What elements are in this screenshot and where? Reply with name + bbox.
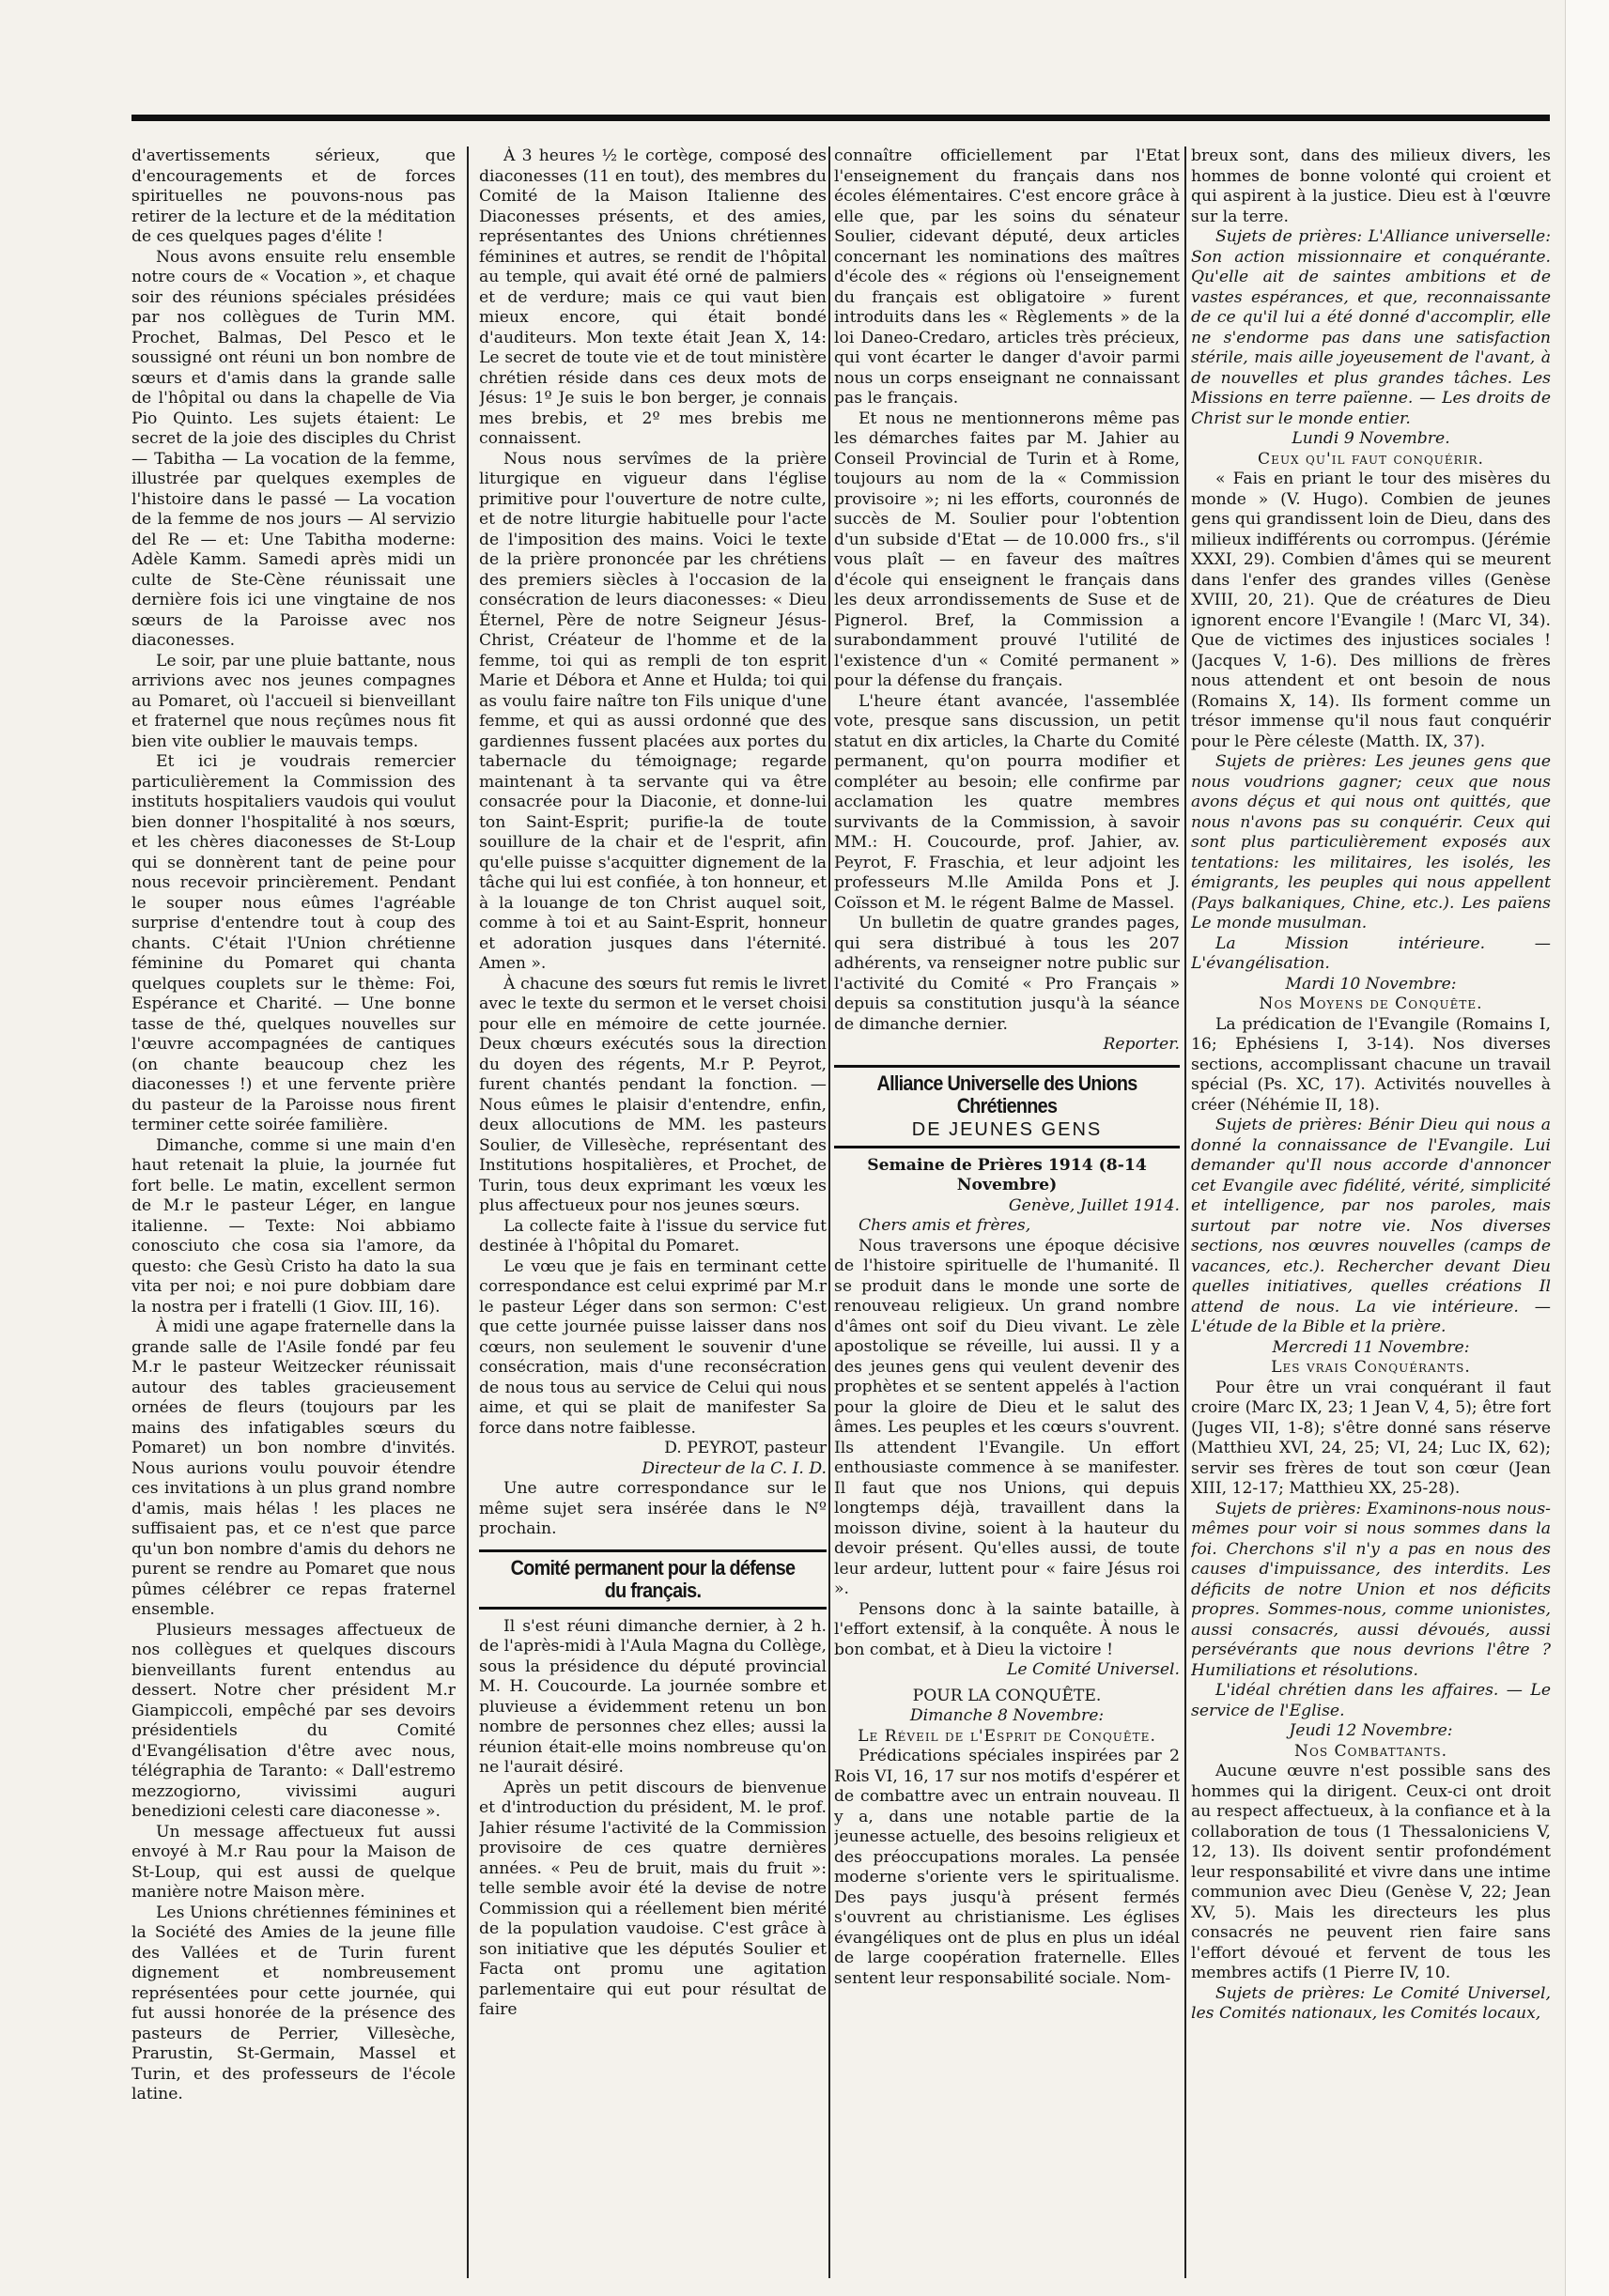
paragraph: Plusieurs messages affectueux de nos collègues et quelques discours bienveillants furent entendus au dessert. Notre cher président M.r Giampiccoli, empêché par ses devoirs présidentiels du Comité d'Evangélisation d'être avec nous, télégraphia de Taranto: « Dall'estremo mezzogiorno, vivissimi auguri benedizioni celesti care diaconesse ». [132,1620,456,1821]
paragraph: Il s'est réuni dimanche dernier, à 2 h. de l'après-midi à l'Aula Magna du Collège, sous la présidence du député provincial M. H. Coucourde. La journée sombre et pluvieuse a évidemment retenu un bon nombre de personnes chez elles; aussi la réunion était-elle moins nombreuse qu'on ne l'aurait désiré. [479,1616,827,1777]
article-heading-box [479,1549,827,1610]
paragraph: connaître officiellement par l'Etat l'enseignement du français dans nos écoles élémentaires. C'est encore grâce à elle que, par les soins du sénateur Soulier, cidevant député, deux articles concernant les nominations des maîtres d'école des « régions où l'enseignement du français est obligatoire » furent introduits dans les « Règlements » de la loi Daneo-Credaro, articles très précieux, qui vont écarter le danger d'avoir parmi nous un corps enseignant ne connaissant pas le français. [834,146,1180,408]
paragraph: Nous traversons une époque décisive de l'histoire spirituelle de l'humanité. Il se produit dans le monde une sorte de renouveau religieux. Un grand nombre d'âmes ont soif du Dieu vivant. Le zèle apostolique se réveille, lui aussi. Il y a des jeunes gens qui veulent devenir des prophètes et se sentent appelés à l'action pour la gloire de Dieu et le salut des âmes. Les peuples et les cœurs s'ouvrent. Ils attendent l'Evangile. Un effort enthousiaste commence à se manifester. Il faut que nos Unions, qui depuis longtemps déjà, travaillent dans la moisson divine, soient à la hauteur du devoir présent. Qu'elles aussi, de toute leur ardeur, luttent pour « faire Jésus roi ». [834,1236,1180,1598]
signature: Reporter. [1103,1035,1180,1054]
paragraph: d'avertissements sérieux, que d'encouragements et de forces spirituelles ne pouvons-nous pas retirer de la lecture et de la méditation de ces quelques pages d'élite ! [132,146,456,246]
dateline: Genève, Juillet 1914. [1008,1195,1180,1215]
paragraph: Sujets de prières: L'Alliance universelle: Son action missionnaire et conquérante. Qu'elle ait de saintes ambitions et de vastes espérances, et que, reconnaissante de ce qu'il lui a été donné d'accomplir, elle ne s'endorme pas dans une satisfaction stérile, mais aille joyeusement de l'avant, à de nouvelles et plus grandes tâches. Les Missions en terre païenne. — Les droits de Christ sur le monde entier. [1191,227,1551,428]
paragraph: Une autre correspondance sur le même sujet sera insérée dans le Nº prochain. [479,1479,827,1538]
paragraph: La collecte faite à l'issue du service fut destinée à l'hôpital du Pomaret. [479,1216,827,1256]
column-2 [479,146,827,2278]
paragraph: Un bulletin de quatre grandes pages, qui sera distribué à tous les 207 adhérents, va renseigner notre public sur l'activité du Comité « Pro Français » depuis sa constitution jusqu'à la séance de dimanche dernier. [834,914,1180,1034]
day-title: Mardi 10 Novembre: [1285,974,1457,994]
salutation: Chers amis et frères, [859,1216,1031,1235]
paragraph: La prédication de l'Evangile (Romains I, 16; Ephésiens I, 3-14). Nos diverses sections, accomplissant chacune un travail spécial (Ps. XC, 17). Activités nouvelles à créer (Néhémie II, 18). [1191,1014,1551,1115]
scan-margin [1565,0,1609,2296]
paragraph: Sujets de prières: Bénir Dieu qui nous a donné la connaissance de l'Evangile. Lui demander qu'Il nous accorde d'annoncer cet Evangile avec fidélité, vérité, simplicité et intelligence, par nos paroles, mais surtout par notre vie. Nos diverses sections, nos œuvres nouvelles (camps de vacances, etc.). Rechercher devant Dieu quelles initiatives, quelles créations Il attend de nous. La vie intérieure. — L'étude de la Bible et la prière. [1191,1116,1551,1336]
day-title: Dimanche 8 Novembre: [909,1706,1105,1725]
section-title: POUR LA CONQUÊTE. [912,1686,1102,1705]
column-3 [834,146,1180,2278]
paragraph: Sujets de prières: Examinons-nous nous-mêmes pour voir si nous sommes dans la foi. Cherchons s'il n'y a pas en nous des causes d'impuissance, des interdits. Les déficits de notre Union et nos déficits propres. Sommes-nous, comme unionistes, aussi consacrés, aussi dévoués, aussi persévérants que nous devrions l'être ? Humiliations et résolutions. [1191,1499,1551,1680]
paragraph: L'idéal chrétien dans les affaires. — Le service de l'Eglise. [1191,1681,1551,1720]
paragraph: À chacune des sœurs fut remis le livret avec le texte du sermon et le verset choisi pour elle en mémoire de cette journée. Deux chœurs exécutés sous la direction du doyen des régents, M.r P. Peyrot, furent chantés pendant la fonction. — Nous eûmes le plaisir d'entendre, enfin, deux allocutions de MM. les pasteurs Soulier, de Villesèche, représentant des Institutions hospitalières, et Prochet, de Turin, tous deux exprimant les vœux les plus affectueux pour nos jeunes sœurs. [479,974,827,1215]
paragraph: Nous avons ensuite relu ensemble notre cours de « Vocation », et chaque soir des réunions spéciales présidées par nos collègues de Turin MM. Prochet, Balmas, Del Pesco et le soussigné ont réuni un bon nombre de sœurs et d'amis dans la grande salle de l'hôpital ou dans la chapelle de Via Pio Quinto. Les sujets étaient: Le secret de la joie des disciples du Christ — Tabitha — La vocation de la femme, illustrée par quelques exemples de l'histoire dans le passé — La vocation de la femme de nos jours — Al servizio del Re — et: Une Tabitha moderne: Adèle Kamm. Samedi après midi un culte de Ste-Cène réunissait une dernière fois ici une vingtaine de nos sœurs de la Paroisse avec nos diaconesses. [132,247,456,650]
paragraph: Pour être un vrai conquérant il faut croire (Marc IX, 23; 1 Jean V, 4, 5); être fort (Juges VII, 1-8); s'être donné sans réserve (Matthieu XVI, 24, 25; VI, 24; Luc IX, 62); servir ses frères de tout son cœur (Jean XIII, 12-17; Matthieu XX, 25-28). [1191,1378,1551,1498]
paragraph: Nous nous servîmes de la prière liturgique en vigueur dans l'église primitive pour l'ouverture de notre culte, et de notre liturgie habituelle pour l'acte de l'imposition des mains. Voici le texte de la prière prononcée par les chrétiens des premiers siècles à l'occasion de la consécration de leurs diaconesses: « Dieu Éternel, Père de notre Seigneur Jésus-Christ, Créateur de l'homme et de la femme, toi qui as rempli de ton esprit Marie et Débora et Anne et Hulda; toi qui as voulu faire naître ton Fils unique d'une femme, et qui as aussi ordonné que des gardiennes fussent placées aux portes du tabernacle du témoignage; regarde maintenant à ta servante qui va être consacrée pour la Diaconie, et donne-lui ton Saint-Esprit; purifie-la de toute souillure de la chair et de l'esprit, afin qu'elle puisse s'acquitter dignement de la tâche qui lui est confiée, à ton honneur, et à la louange de ton Christ auquel soit, comme à toi et au Saint-Esprit, honneur et adoration jusques dans l'éternité. Amen ». [479,449,827,973]
article-heading: Alliance Universelle des Unions Chrétiennes [876,1071,1137,1117]
paragraph: Et ici je voudrais remercier particulièrement la Commission des instituts hospitaliers vaudois qui voulut bien donner l'hospitalité à nos sœurs, et les chères diaconesses de St-Loup qui se donnèrent tant de peine pour nous recevoir princièrement. Pendant le souper nous eûmes l'agréable surprise d'entendre tout à coup des chants. C'était l'Union chrétienne féminine du Pomaret qui chanta quelques couplets sur le thème: Foi, Espérance et Charité. — Une bonne tasse de thé, quelques nouvelles sur l'œuvre accompagnées de cantiques (on chante beaucoup chez les diaconesses !) et une fervente prière du pasteur de la Paroisse nous firent terminer cette soirée familière. [132,752,456,1134]
paragraph: Après un petit discours de bienvenue et d'introduction du président, M. le prof. Jahier résume l'activité de la Commission provisoire de ces quatre dernières années. « Peu de bruit, mais du fruit »: telle semble avoir été la devise de notre Commission qui a réellement bien mérité de la population vaudoise. C'est grâce à son initiative que les députés Soulier et Facta ont promu une agitation parlementaire qui eut pour résultat de faire [479,1778,827,2019]
paragraph: Pensons donc à la sainte bataille, à l'effort extensif, à la conquête. À nous le bon combat, et à Dieu la victoire ! [834,1599,1180,1659]
day-subtitle: Le Réveil de l'Esprit de Conquête. [858,1726,1156,1746]
signature: Le Comité Universel. [1007,1660,1180,1679]
paragraph: Le soir, par une pluie battante, nous arrivions avec nos jeunes compagnes au Pomaret, où l'accueil si bienveillant et fraternel que nous reçûmes nous fit bien vite oublier le mauvais temps. [132,651,456,751]
paragraph: La Mission intérieure. — L'évangélisation. [1191,933,1551,973]
paragraph: Les Unions chrétiennes féminines et la Société des Amies de la jeune fille des Vallées et de Turin furent dignement et nombreusement représentées pour cette journée, qui fut aussi honorée de la présence des pasteurs de Perrier, Villesèche, Prarustin, St-Germain, Massel et Turin, et des professeurs de l'école latine. [132,1903,456,2103]
day-subtitle: Nos Moyens de Conquête. [1259,994,1483,1013]
column-rule [467,146,469,2278]
column-rule [1184,146,1186,2278]
article-heading-box [834,1065,1180,1148]
paragraph: Aucune œuvre n'est possible sans des hommes qui la dirigent. Ceux-ci ont droit au respect affectueux, à la confiance et à la collaboration de tous (1 Thessaloniciens V, 12, 13). Ils doivent sentir profondément leur responsabilité et vivre dans une intime communion avec Dieu (Genèse V, 22; Jean XV, 5). Mais les directeurs les plus consacrés ne peuvent rien faire sans l'effort dévoué et fervent de tous les membres actifs (1 Pierre IV, 10. [1191,1762,1551,1982]
column-4 [1191,146,1551,2278]
paragraph: Sujets de prières: Le Comité Universel, les Comités nationaux, les Comités locaux, [1191,1983,1551,2023]
day-subtitle: Les vrais Conquérants. [1271,1358,1471,1377]
column-rule [828,146,830,2278]
top-rule [132,115,1550,121]
paragraph: L'heure étant avancée, l'assemblée vote, presque sans discussion, un petit statut en dix articles, la Charte du Comité permanent, qu'on pourra modifier et compléter au besoin; elle confirme par acclamation les quatre membres survivants de la Commission, à savoir MM.: H. Coucourde, prof. Jahier, av. Peyrot, F. Fraschia, et leur adjoint les professeurs M.lle Amilda Pons et J. Coïsson et M. le régent Balme de Massel. [834,691,1180,913]
day-subtitle: Ceux qu'il faut conquérir. [1258,449,1484,469]
paragraph: Dimanche, comme si une main d'en haut retenait la pluie, la journée fut fort belle. Le matin, excellent sermon de M.r le pasteur Léger, en langue italienne. — Texte: Noi abbiamo conosciuto che cosa sia l'amore, da questo: che Gesù Cristo ha dato la sua vita per noi; e noi pure dobbiam dare la nostra per i fratelli (1 Giov. III, 16). [132,1135,456,1317]
paragraph: À midi une agape fraternelle dans la grande salle de l'Asile fondé par feu M.r le pasteur Weitzecker réunissait autour des tables gracieusement ornées de fleurs (toujours par les mains des infatigables sœurs du Pomaret) un bon nombre d'invités. Nous aurions voulu pouvoir étendre ces invitations à un plus grand nombre d'amis, mais hélas ! les places ne suffisaient pas, et ce n'est que parce qu'un bon nombre d'amis du dehors ne purent se rendre au Pomaret que nous pûmes célébrer ce repas fraternel ensemble. [132,1318,456,1619]
paragraph: Prédications spéciales inspirées par 2 Rois VI, 16, 17 sur nos motifs d'espérer et de combattre avec un entrain nouveau. Il y a, dans une notable partie de la jeunesse actuelle, des besoins religieux et des préoccupations morales. La pensée moderne s'oriente vers le spiritualisme. Des pays jusqu'à présent fermés s'ouvrent au christianisme. Les églises évangéliques ont de plus en plus un idéal de large coopération fraternelle. Elles sentent leur responsabilité sociale. Nom- [834,1747,1180,1988]
column-1 [132,146,456,2278]
paragraph: « Fais en priant le tour des misères du monde » (V. Hugo). Combien de jeunes gens qui grandissent loin de Dieu, dans des milieux indifférents ou corrompus. (Jérémie XXXI, 29). Combien d'âmes qui se meurent dans l'enfer des grandes villes (Genèse XVIII, 20, 21). Que de créatures de Dieu ignorent encore l'Evangile ! (Marc VI, 34). Que de victimes des injustices sociales ! (Jacques V, 1-6). Des millions de frères nous attendent et ont besoin de nous (Romains X, 14). Ils forment comme un trésor immense qu'il nous faut conquérir pour le Père céleste (Matth. IX, 37). [1191,470,1551,751]
day-title: Jeudi 12 Novembre: [1289,1721,1453,1740]
paragraph: Sujets de prières: Les jeunes gens que nous voudrions gagner; ceux que nous avons déçus et qui nous ont quittés, que nous n'avons pas su conquérir. Ceux qui sont plus particulièrement exposés aux tentations: les militaires, les isolés, les émigrants, les peuples qui nous appellent (Pays balkaniques, Chine, etc.). Les païens Le monde musulman. [1191,752,1551,932]
week-title: Semaine de Prières 1914 (8-14 Novembre) [867,1155,1147,1194]
day-title: Mercredi 11 Novembre: [1272,1337,1470,1357]
day-title: Lundi 9 Novembre. [1292,429,1450,448]
article-heading: Comité permanent pour la défense du français. [510,1555,796,1602]
paragraph: Et nous ne mentionnerons même pas les démarches faites par M. Jahier au Conseil Provincial de Turin et à Rome, toujours au nom de la « Commission provisoire »; ni les efforts, couronnés de succès de M. Soulier pour l'obtention d'un subside d'Etat — de 10.000 frs., s'il vous plaît — en faveur des maîtres d'école qui enseignent le français dans les deux arrondissements de Suse et de Pignerol. Bref, la Commission a surabondamment prouvé l'utilité de l'existence d'un « Comité permanent » pour la défense du français. [834,408,1180,690]
signature-name: D. PEYROT, pasteur [664,1439,827,1457]
paragraph: Un message affectueux fut aussi envoyé à M.r Rau pour la Maison de St-Loup, qui est aussi de quelque manière notre Maison mère. [132,1822,456,1902]
article-subheading: DE JEUNES GENS [911,1118,1103,1140]
paragraph: À 3 heures ½ le cortège, composé des diaconesses (11 en tout), des membres du Comité de la Maison Italienne des Diaconesses présents, et des amies, représentantes des Unions chrétiennes féminines et autres, se rendit de l'hôpital au temple, qui avait été orné de palmiers et de verdure; mais ce qui vaut bien mieux encore, qui était bondé d'auditeurs. Mon texte était Jean X, 14: Le secret de toute vie et de tout ministère chrétien réside dans ces deux mots de Jésus: 1º Je suis le bon berger, je connais mes brebis, et 2º mes brebis me connaissent. [479,146,827,448]
day-subtitle: Nos Combattants. [1293,1741,1448,1761]
paragraph: Le vœu que je fais en terminant cette correspondance est celui exprimé par M.r le pasteur Léger dans son sermon: C'est que cette journée puisse laisser dans nos cœurs, non seulement le souvenir d'une consécration, mais d'une reconsécration de nous tous au service de Celui qui nous aime, et qui se plait de manifester Sa force dans notre faiblesse. [479,1256,827,1438]
signature-title: Directeur de la C. I. D. [642,1458,827,1478]
paragraph: breux sont, dans des milieux divers, les hommes de bonne volonté qui croient et qui aspirent à la justice. Dieu est à l'œuvre sur la terre. [1191,146,1551,226]
